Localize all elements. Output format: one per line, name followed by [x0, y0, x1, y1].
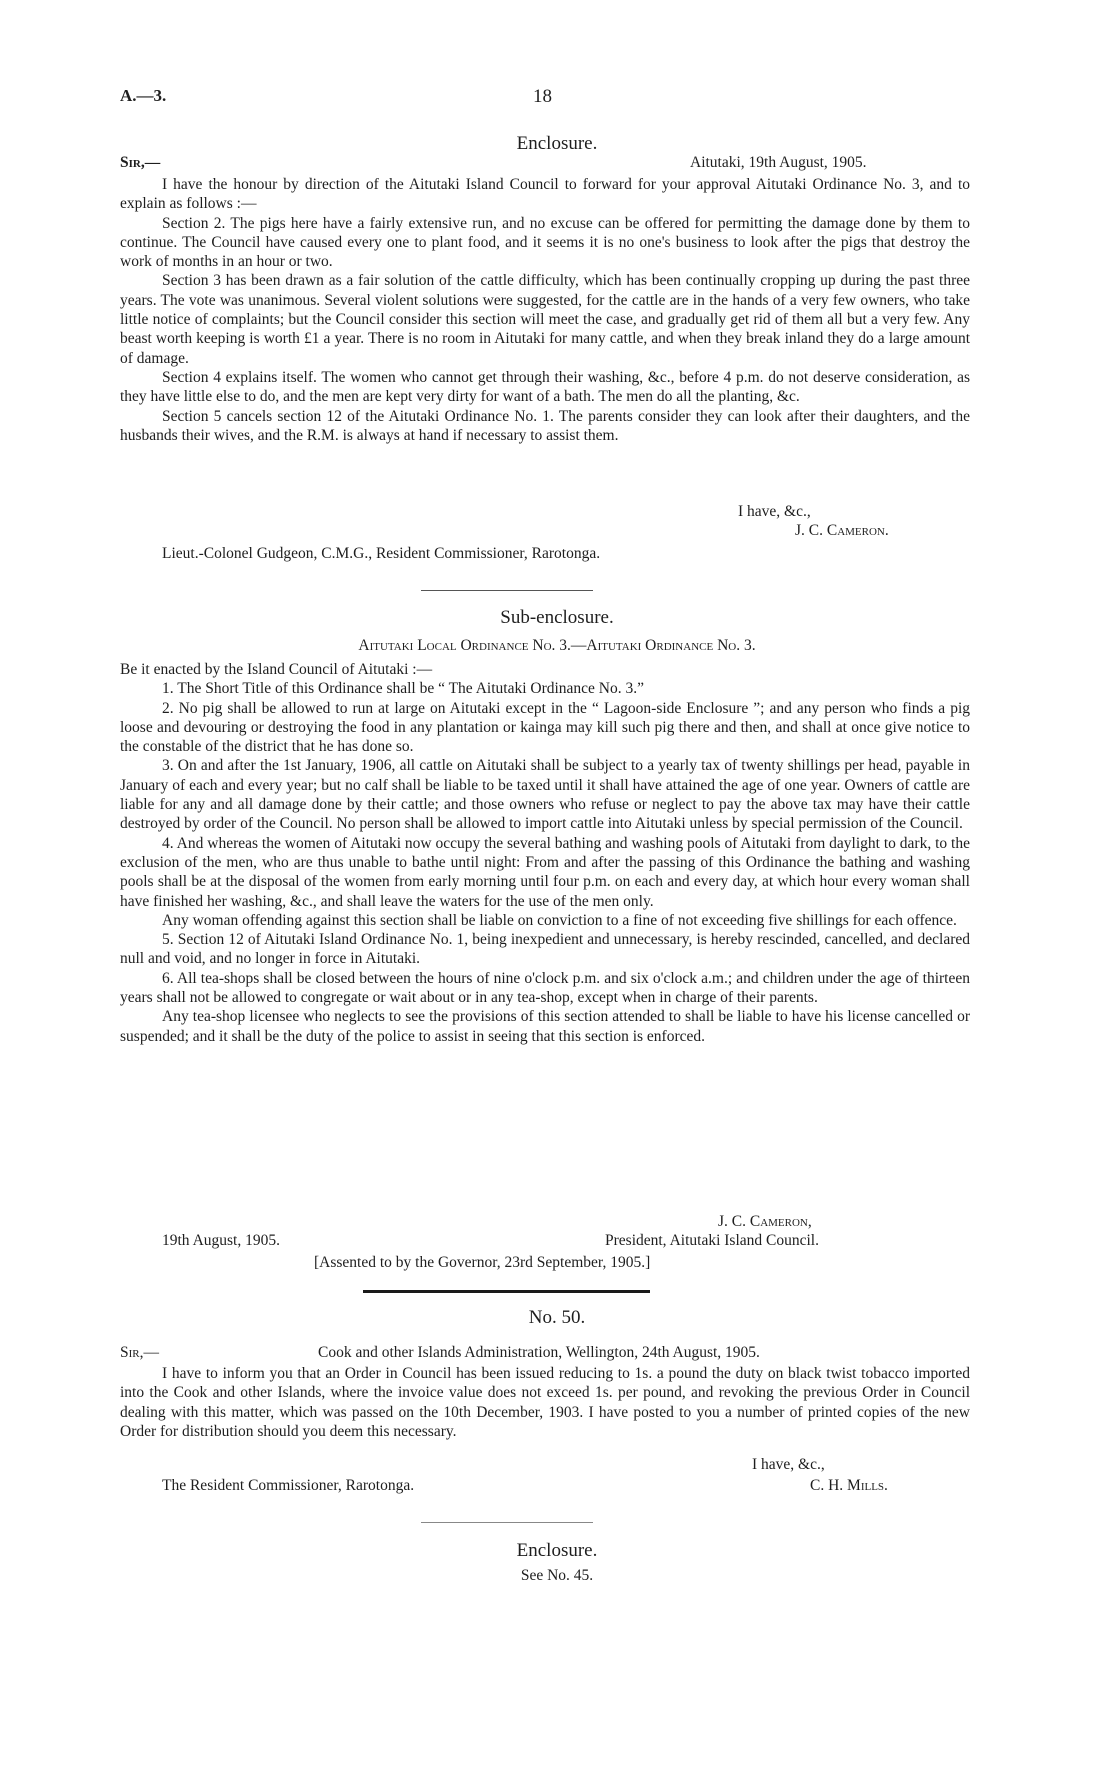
ordinance-section: 3. On and after the 1st January, 1906, all cattle on Aitutaki shall be subject to a yearly tax of twenty shillings per head, payable in January of each and every year; but no calf shall be liable to be taxed until it shall have attained the age of one year. Owners of cattle are liable for any and all damage done by their cattle; and those owners who refuse or neglect to pay the above tax may have their cattle destroyed by order of the Council. No person shall be allowed to import cattle into Aitutaki unless by special permission of the Council.: [120, 757, 970, 833]
page-number: 18: [533, 86, 552, 107]
enclosure-letter-body: [120, 175, 970, 445]
paragraph: Section 4 explains itself. The women who cannot get through their washing, &c., before 4 p.m. do not deserve consideration, as they have little else to do, and the men are kept very dirty for want of a bath. The men do all the planting, &c.: [120, 368, 970, 406]
addressee: The Resident Commissioner, Rarotonga.: [162, 1477, 415, 1494]
ordinance-title: Aitutaki Local Ordinance No. 3.—Aitutaki Ordinance No. 3.: [358, 637, 756, 654]
place-date: Aitutaki, 19th August, 1905.: [690, 154, 867, 171]
ordinance-body: [120, 660, 970, 1046]
salutation: Sir,—: [120, 154, 161, 171]
assent-note: [Assented to by the Governor, 23rd September, 1905.]: [314, 1254, 651, 1271]
signature: J. C. Cameron,: [718, 1213, 812, 1230]
paragraph: I have the honour by direction of the Aitutaki Island Council to forward for your approval Aitutaki Ordinance No. 3, and to explain as follows :—: [120, 176, 970, 213]
ordinance-date: 19th August, 1905.: [162, 1232, 280, 1249]
cross-reference-note: See No. 45.: [520, 1567, 594, 1584]
ordinance-section: 6. All tea-shops shall be closed between the hours of nine o'clock p.m. and six o'clock a.m.; and children under the age of thirteen years shall not be allowed to congregate or wait about or in any tea-shop, except when in charge of their parents.: [120, 969, 970, 1007]
document-reference: A.—3.: [120, 86, 167, 105]
thick-divider: [363, 1290, 650, 1293]
place-date: Cook and other Islands Administration, Wellington, 24th August, 1905.: [318, 1344, 760, 1361]
paragraph: Section 2. The pigs here have a fairly extensive run, and no excuse can be offered for permitting the damage done by them to continue. The Council have caused every one to plant food, and it seems it is no one's business to look after the pigs that destroy the work of months in an hour or two.: [120, 214, 970, 271]
divider: [421, 590, 593, 591]
signature: C. H. Mills.: [810, 1477, 888, 1494]
subenclosure-heading: Sub-enclosure.: [500, 607, 614, 628]
enclosure-heading: Enclosure.: [516, 1540, 598, 1561]
letter-number-heading: No. 50.: [528, 1307, 586, 1328]
ordinance-section: Any woman offending against this section shall be liable on conviction to a fine of not exceeding five shillings for each offence.: [162, 911, 957, 929]
ordinance-section: 5. Section 12 of Aitutaki Island Ordinance No. 1, being inexpedient and unnecessary, is hereby rescinded, cancelled, and declared null and void, and no longer in force in Aitutaki.: [120, 931, 970, 968]
signatory-title: President, Aitutaki Island Council.: [605, 1232, 819, 1249]
paragraph: Section 5 cancels section 12 of the Aitutaki Ordinance No. 1. The parents consider they can look after their daughters, and the husbands their wives, and the R.M. is always at hand if necessary to assist them.: [120, 407, 970, 444]
divider: [421, 1522, 593, 1523]
ordinance-section: Any tea-shop licensee who neglects to see the provisions of this section attended to shall be liable to have his license cancelled or suspended; and it shall be the duty of the police to assist in seeing that this section is enforced.: [120, 1008, 970, 1045]
enacting-clause: Be it enacted by the Island Council of Aitutaki :—: [120, 661, 433, 678]
paragraph: Section 3 has been drawn as a fair solution of the cattle difficulty, which has been continually cropping up during the past three years. The vote was unanimous. Several violent solutions were suggested, for the cattle are in the hands of a very few owners, who take little notice of complaints; but the Council consider this section will meet the case, and gradually get rid of them all but a very few. Any beast worth keeping is worth £1 a year. There is no room in Aitutaki for many cattle, and when they break inland they do a large amount of damage.: [120, 272, 970, 367]
ordinance-section: 4. And whereas the women of Aitutaki now occupy the several bathing and washing pools of Aitutaki from daylight to dark, to the exclusion of the men, who are thus unable to bathe until night: From and after the passing of this Ordinance the bathing and washing pools shall be at the disposal of the women from early morning until four p.m. on each and every day, at which hour every woman shall have finished her washing, &c., and shall leave the waters for the use of the men only.: [120, 834, 970, 910]
letter-body: I have to inform you that an Order in Council has been issued reducing to 1s. a pound the duty on black twist tobacco imported into the Cook and other Islands, where the invoice value does not exceed 1s. per pound, and revoking the previous Order in Council dealing with this matter, which was passed on the 10th December, 1903. I have posted to you a number of printed copies of the new Order for distribution should you deem this necessary.: [120, 1365, 970, 1440]
closing: I have, &c.,: [752, 1456, 825, 1473]
signature: J. C. Cameron.: [795, 522, 889, 539]
ordinance-section: 2. No pig shall be allowed to run at large on Aitutaki except in the “ Lagoon-side Enclosure ”; and any person who finds a pig loose and devouring or destroying the food in any plantation or kainga may kill such pig there and then, and shall at once give notice to the constable of the district that he has done so.: [120, 699, 970, 756]
addressee: Lieut.-Colonel Gudgeon, C.M.G., Resident Commissioner, Rarotonga.: [162, 545, 601, 562]
salutation: Sir,—: [120, 1344, 159, 1361]
enclosure-heading: Enclosure.: [516, 133, 598, 154]
ordinance-section: 1. The Short Title of this Ordinance shall be “ The Aitutaki Ordinance No. 3.”: [162, 680, 644, 698]
closing: I have, &c.,: [738, 503, 811, 520]
